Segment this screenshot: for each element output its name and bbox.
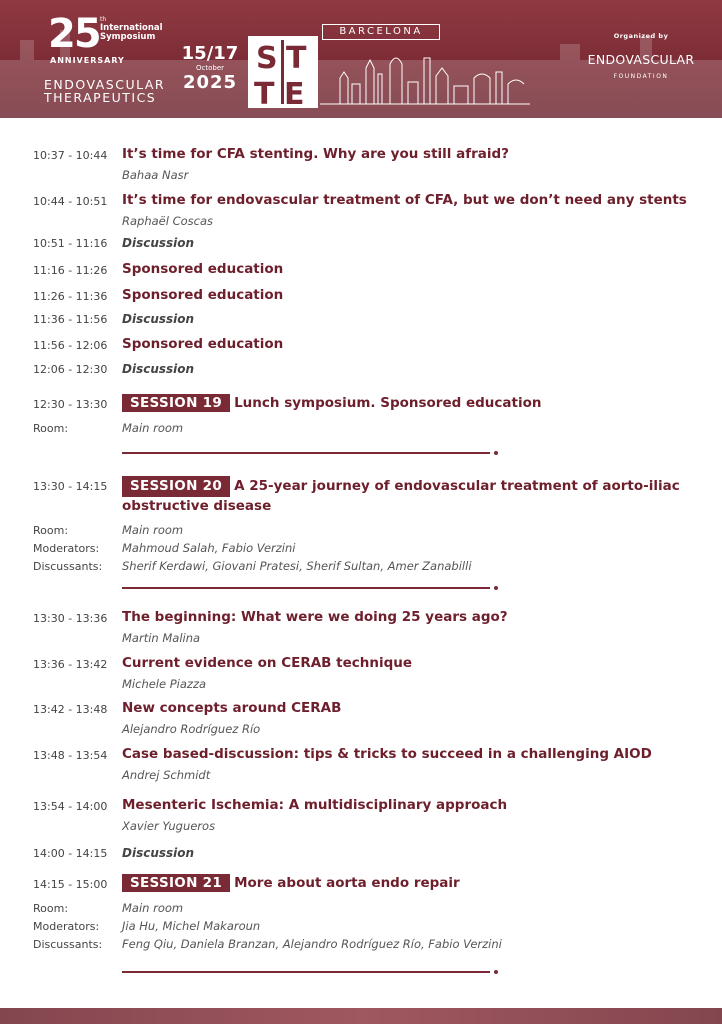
discussants-value: Feng Qiu, Daniela Branzan, Alejandro Rodríguez Río, Fabio Verzini xyxy=(122,937,502,951)
item-time: 10:51 - 11:16 xyxy=(33,237,108,250)
item-speaker: Andrej Schmidt xyxy=(122,768,211,782)
moderators-value: Jia Hu, Michel Makaroun xyxy=(122,919,261,933)
item-time: 13:30 - 13:36 xyxy=(33,612,108,625)
session-time: 14:15 - 15:00 xyxy=(33,878,108,891)
room-value: Main room xyxy=(122,421,184,435)
room-label: Room: xyxy=(33,422,69,435)
anniversary-number: 25 xyxy=(48,11,100,57)
organized-by-label: Organized by xyxy=(613,32,669,40)
moderators-label: Moderators: xyxy=(33,542,100,555)
item-speaker: Bahaa Nasr xyxy=(122,168,189,182)
session-title xyxy=(122,394,542,412)
room-label: Room: xyxy=(33,524,69,537)
item-speaker: Xavier Yugueros xyxy=(122,819,216,833)
item-speaker: Martin Malina xyxy=(122,631,201,645)
item-title: Mesenteric Ischemia: A multidisciplinary approach xyxy=(122,797,508,813)
room-value: Main room xyxy=(122,523,184,537)
item-time: 10:37 - 10:44 xyxy=(33,149,108,162)
moderators-value: Mahmoud Salah, Fabio Verzini xyxy=(122,541,296,555)
item-speaker: Raphaël Coscas xyxy=(122,214,214,228)
endovascular-foundation-logo: ENDOVASCULAR xyxy=(587,52,695,67)
footer-banner xyxy=(0,1008,722,1024)
section-divider xyxy=(122,452,490,454)
item-time: 13:36 - 13:42 xyxy=(33,658,108,671)
header-banner xyxy=(0,0,722,118)
event-year: 2025 xyxy=(182,72,238,93)
item-time: 13:54 - 14:00 xyxy=(33,800,108,813)
item-title: Sponsored education xyxy=(122,336,284,352)
item-time: 14:00 - 14:15 xyxy=(33,847,108,860)
item-title: Case based-discussion: tips & tricks to succeed in a challenging AIOD xyxy=(122,746,652,762)
room-value: Main room xyxy=(122,901,184,915)
item-time: 13:48 - 13:54 xyxy=(33,749,108,762)
section-divider xyxy=(122,971,490,973)
barcelona-skyline-icon xyxy=(320,38,530,110)
item-title: Current evidence on CERAB technique xyxy=(122,655,413,671)
session-time: 12:30 - 13:30 xyxy=(33,398,108,411)
item-title: The beginning: What were we doing 25 years ago? xyxy=(122,609,508,625)
event-dates xyxy=(178,44,242,94)
item-discussion: Discussion xyxy=(122,236,195,250)
site-logo xyxy=(248,36,318,108)
discussants-value: Sherif Kerdawi, Giovani Pratesi, Sherif Sultan, Amer Zanabilli xyxy=(122,559,472,573)
foundation-label: FOUNDATION xyxy=(613,73,669,80)
session-title xyxy=(122,476,692,516)
therapeutics-line: THERAPEUTICS xyxy=(44,90,157,105)
section-divider xyxy=(122,587,490,589)
session-badge: SESSION 19 xyxy=(122,394,230,412)
svg-text:T: T xyxy=(286,41,307,76)
item-speaker: Alejandro Rodríguez Río xyxy=(122,722,261,736)
discussants-label: Discussants: xyxy=(33,938,103,951)
session-time: 13:30 - 14:15 xyxy=(33,480,108,493)
svg-text:T: T xyxy=(254,77,275,108)
moderators-label: Moderators: xyxy=(33,920,100,933)
item-discussion: Discussion xyxy=(122,312,195,326)
session-title-text: More about aorta endo repair xyxy=(234,875,460,891)
item-time: 13:42 - 13:48 xyxy=(33,703,108,716)
organizer-block xyxy=(586,32,696,80)
item-title: New concepts around CERAB xyxy=(122,700,342,716)
session-badge: SESSION 20 xyxy=(122,476,230,497)
session-badge: SESSION 21 xyxy=(122,874,230,892)
item-speaker: Michele Piazza xyxy=(122,677,207,691)
item-time: 11:26 - 11:36 xyxy=(33,290,108,303)
item-time: 11:16 - 11:26 xyxy=(33,264,108,277)
item-title: Sponsored education xyxy=(122,287,284,303)
endovascular-therapeutics-text xyxy=(44,78,165,104)
session-title-text: Lunch symposium. Sponsored education xyxy=(234,395,542,411)
item-time: 11:36 - 11:56 xyxy=(33,313,108,326)
session-title-text: A 25-year journey of endovascular treatment of aorto-iliac obstructive disease xyxy=(122,478,680,514)
session-title xyxy=(122,874,460,892)
event-month: October xyxy=(195,64,224,72)
item-title: It’s time for endovascular treatment of CFA, but we don’t need any stents xyxy=(122,192,687,208)
room-label: Room: xyxy=(33,902,69,915)
discussants-label: Discussants: xyxy=(33,560,103,573)
anniversary-label: ANNIVERSARY xyxy=(50,56,125,65)
anniversary-logo xyxy=(48,11,163,65)
item-discussion: Discussion xyxy=(122,362,195,376)
svg-text:S: S xyxy=(256,41,278,76)
item-discussion: Discussion xyxy=(122,846,195,860)
item-title: Sponsored education xyxy=(122,261,284,277)
svg-text:E: E xyxy=(284,77,305,108)
item-time: 11:56 - 12:06 xyxy=(33,339,108,352)
item-time: 10:44 - 10:51 xyxy=(33,195,108,208)
item-title: It’s time for CFA stenting. Why are you still afraid? xyxy=(122,146,509,162)
endovascular-line: ENDOVASCULAR xyxy=(44,77,166,92)
international-symposium-text: International Symposium xyxy=(100,23,163,42)
event-days: 15/17 xyxy=(181,43,239,64)
item-time: 12:06 - 12:30 xyxy=(33,363,108,376)
anniversary-th: th xyxy=(100,16,107,23)
barcelona-label: BARCELONA xyxy=(322,24,440,40)
